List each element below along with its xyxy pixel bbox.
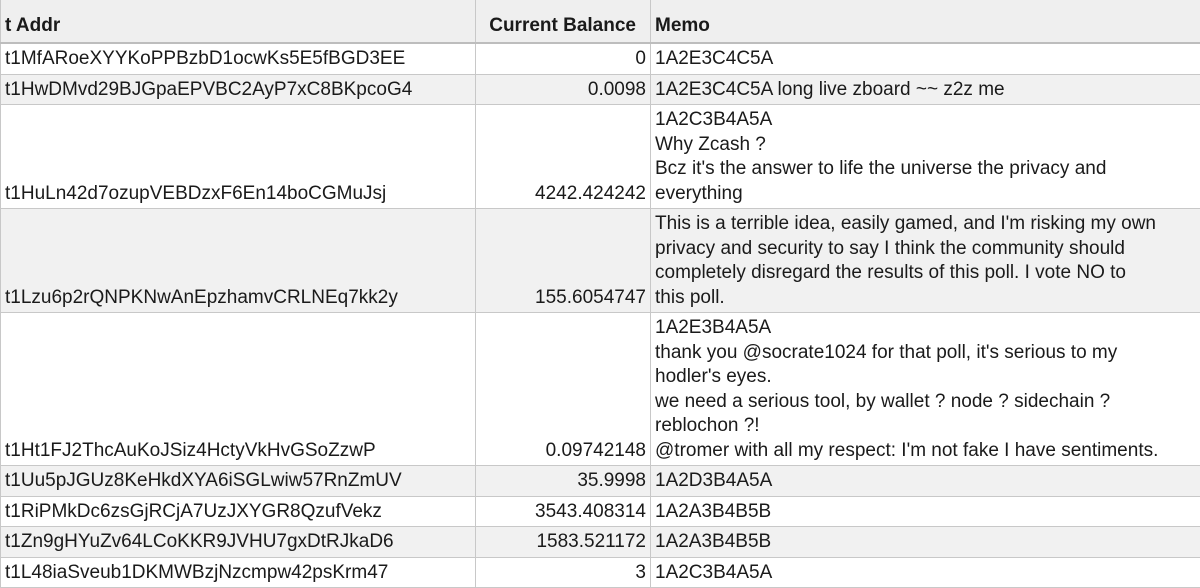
table-body bbox=[1, 43, 1200, 588]
cell-addr[interactable]: t1L48iaSveub1DKMWBzjNzcmpw42psKrm47 bbox=[1, 557, 476, 588]
table-row bbox=[1, 557, 1200, 588]
cell-memo[interactable] bbox=[651, 557, 1200, 588]
cell-balance[interactable]: 3 bbox=[476, 557, 651, 588]
memo-line: we need a serious tool, by wallet ? node ? sidechain ? bbox=[655, 390, 1197, 415]
memo-line: 1A2D3B4A5A bbox=[655, 469, 1197, 494]
table-row bbox=[1, 496, 1200, 527]
header-row bbox=[1, 0, 1200, 43]
memo-line: everything bbox=[655, 182, 1197, 207]
memo-line: this poll. bbox=[655, 286, 1197, 311]
memo-line: reblochon ?! bbox=[655, 414, 1197, 439]
table-row bbox=[1, 74, 1200, 105]
cell-memo[interactable] bbox=[651, 313, 1200, 466]
cell-balance[interactable]: 0.0098 bbox=[476, 74, 651, 105]
cell-balance[interactable]: 35.9998 bbox=[476, 466, 651, 497]
cell-addr[interactable]: t1Uu5pJGUz8KeHkdXYA6iSGLwiw57RnZmUV bbox=[1, 466, 476, 497]
cell-addr[interactable]: t1Lzu6p2rQNPKNwAnEpzhamvCRLNEq7kk2y bbox=[1, 209, 476, 313]
cell-balance[interactable]: 1583.521172 bbox=[476, 527, 651, 558]
cell-memo[interactable] bbox=[651, 209, 1200, 313]
memo-line: privacy and security to say I think the community should bbox=[655, 237, 1197, 262]
cell-balance[interactable]: 0.09742148 bbox=[476, 313, 651, 466]
cell-addr[interactable]: t1Ht1FJ2ThcAuKoJSiz4HctyVkHvGSoZzwP bbox=[1, 313, 476, 466]
memo-line: Why Zcash ? bbox=[655, 133, 1197, 158]
memo-line: 1A2A3B4B5B bbox=[655, 500, 1197, 525]
memo-line: 1A2E3B4A5A bbox=[655, 316, 1197, 341]
cell-memo[interactable] bbox=[651, 105, 1200, 209]
memo-line: Bcz it's the answer to life the universe the privacy and bbox=[655, 157, 1197, 182]
memo-line: 1A2C3B4A5A bbox=[655, 561, 1197, 586]
cell-addr[interactable]: t1HuLn42d7ozupVEBDzxF6En14boCGMuJsj bbox=[1, 105, 476, 209]
memo-line: @tromer with all my respect: I'm not fake I have sentiments. bbox=[655, 439, 1197, 464]
cell-memo[interactable] bbox=[651, 527, 1200, 558]
cell-memo[interactable] bbox=[651, 74, 1200, 105]
table-row bbox=[1, 527, 1200, 558]
table-row bbox=[1, 466, 1200, 497]
table-row bbox=[1, 313, 1200, 466]
table-row bbox=[1, 209, 1200, 313]
cell-balance[interactable]: 155.6054747 bbox=[476, 209, 651, 313]
memo-line: This is a terrible idea, easily gamed, and I'm risking my own bbox=[655, 212, 1197, 237]
memo-line: 1A2A3B4B5B bbox=[655, 530, 1197, 555]
column-header-addr[interactable]: t Addr bbox=[1, 0, 476, 43]
memo-line: thank you @socrate1024 for that poll, it's serious to my bbox=[655, 341, 1197, 366]
cell-addr[interactable]: t1MfARoeXYYKoPPBzbD1ocwKs5E5fBGD3EE bbox=[1, 43, 476, 74]
cell-balance[interactable]: 4242.424242 bbox=[476, 105, 651, 209]
cell-balance[interactable]: 3543.408314 bbox=[476, 496, 651, 527]
memo-line: 1A2E3C4C5A bbox=[655, 47, 1197, 72]
cell-addr[interactable]: t1Zn9gHYuZv64LCoKKR9JVHU7gxDtRJkaD6 bbox=[1, 527, 476, 558]
cell-balance[interactable]: 0 bbox=[476, 43, 651, 74]
cell-memo[interactable] bbox=[651, 43, 1200, 74]
memo-line: hodler's eyes. bbox=[655, 365, 1197, 390]
table-row bbox=[1, 105, 1200, 209]
cell-addr[interactable]: t1RiPMkDc6zsGjRCjA7UzJXYGR8QzufVekz bbox=[1, 496, 476, 527]
memo-line: completely disregard the results of this poll. I vote NO to bbox=[655, 261, 1197, 286]
memo-line: 1A2C3B4A5A bbox=[655, 108, 1197, 133]
column-header-memo[interactable]: Memo bbox=[651, 0, 1200, 43]
cell-memo[interactable] bbox=[651, 496, 1200, 527]
table-row bbox=[1, 43, 1200, 74]
column-header-balance[interactable]: Current Balance bbox=[476, 0, 651, 43]
cell-memo[interactable] bbox=[651, 466, 1200, 497]
memo-line: 1A2E3C4C5A long live zboard ~~ z2z me bbox=[655, 78, 1197, 103]
cell-addr[interactable]: t1HwDMvd29BJGpaEPVBC2AyP7xC8BKpcoG4 bbox=[1, 74, 476, 105]
